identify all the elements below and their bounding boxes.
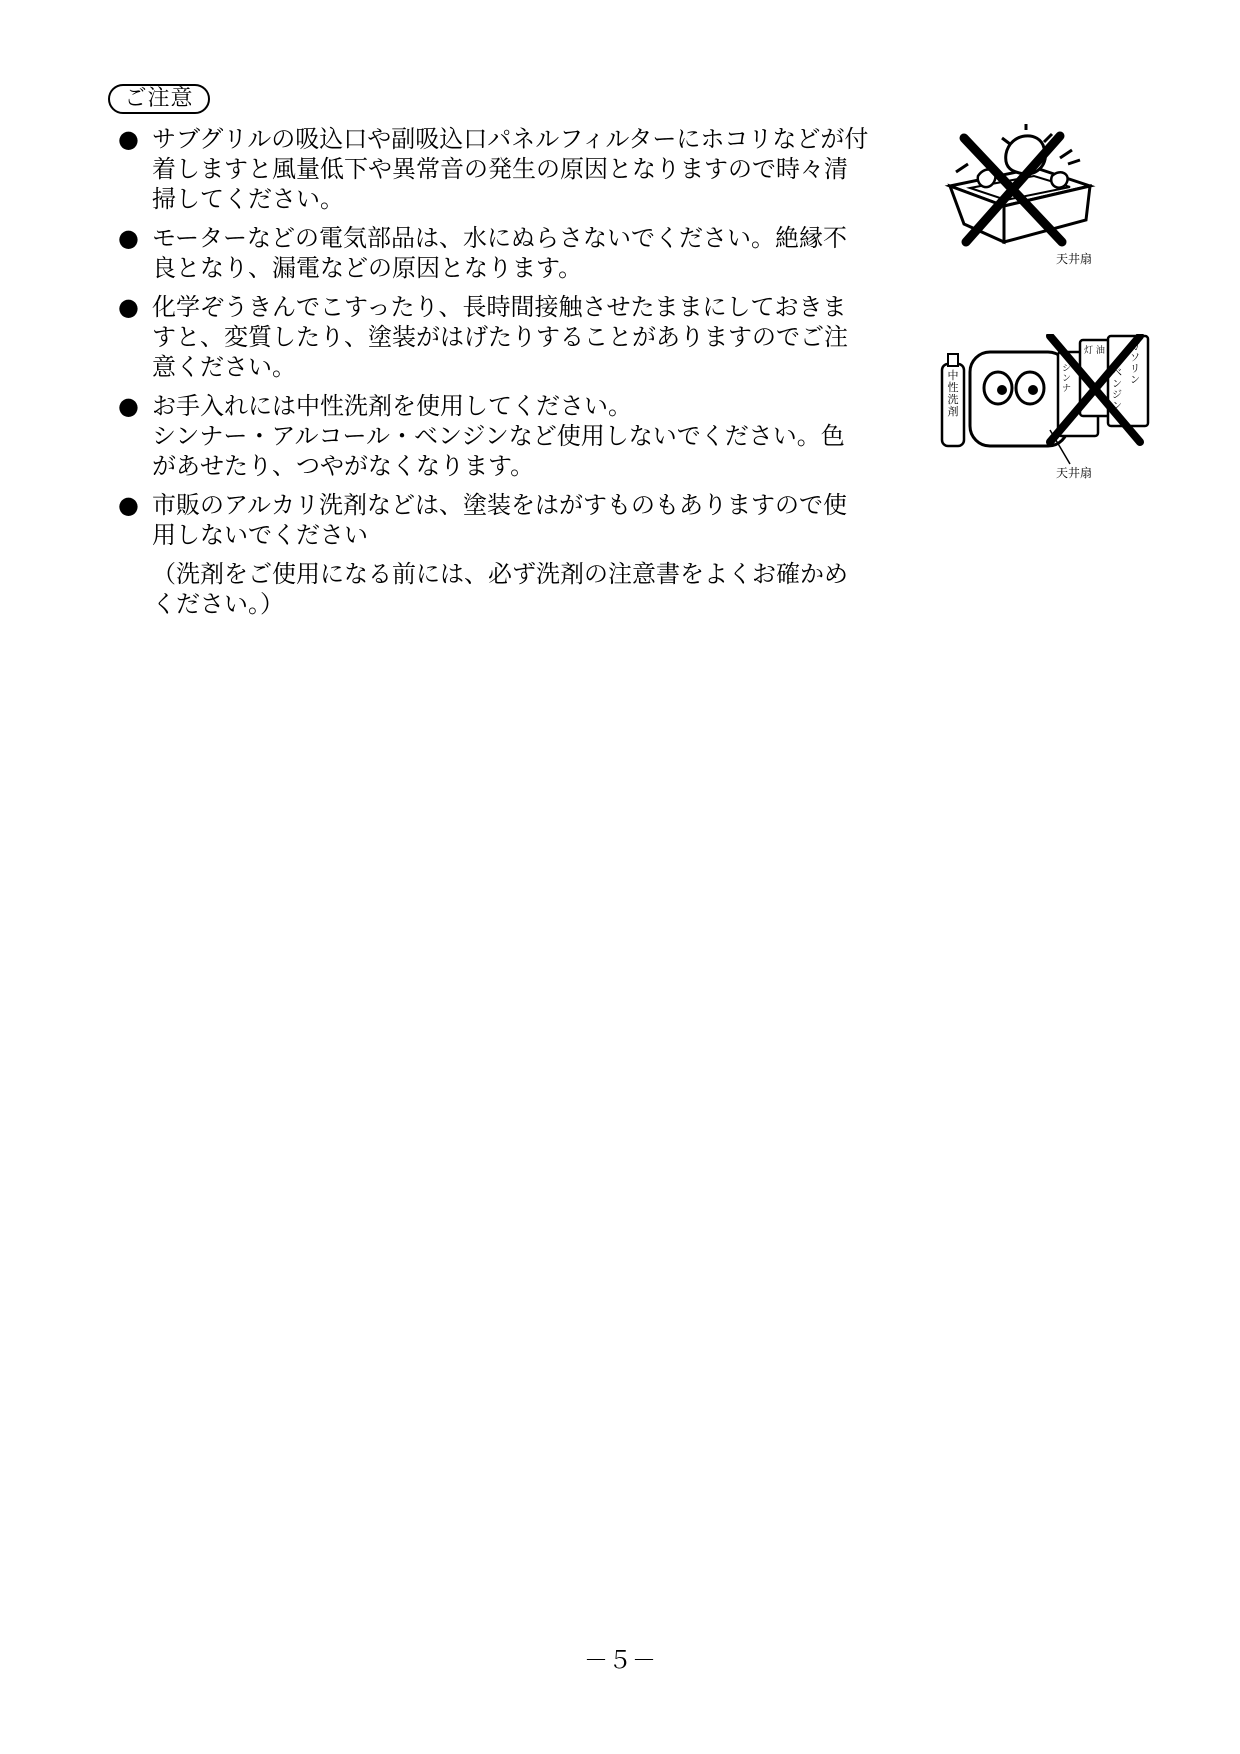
- page-number: －５－: [584, 1646, 656, 1674]
- thinner-label: シ ン ナ: [1062, 364, 1072, 394]
- note-line: サブグリルの吸込口や副吸込口パネルフィルターにホコリなどが付: [152, 125, 869, 153]
- caution-note-1: [118, 124, 938, 214]
- benzine-label: ベ ン ジ ン: [1112, 368, 1122, 412]
- caution-note-5: [118, 490, 938, 550]
- caution-note-3: [118, 292, 938, 382]
- note-line: 着しますと風量低下や異常音の発生の原因となりますので時々清: [152, 155, 848, 183]
- detergent-note: [118, 559, 938, 619]
- bottle-label: 中 性 洗 剤: [947, 369, 959, 418]
- caution-note-4: [118, 391, 938, 481]
- caution-notes: [118, 124, 938, 619]
- note-line: 良となり、漏電などの原因となります。: [152, 254, 583, 282]
- no-water-illustration: [940, 124, 1120, 272]
- no-chemicals-illustration: [932, 334, 1154, 484]
- ceiling-fan-label: 天井扇: [1056, 466, 1093, 480]
- note-line: 用しないでください: [152, 521, 368, 549]
- bullet: ●: [118, 224, 139, 252]
- kerosene-label: 灯 油: [1084, 346, 1105, 356]
- note-line: ください。）: [152, 590, 284, 618]
- bullet: ●: [118, 491, 139, 519]
- note-line: 化学ぞうきんでこすったり、長時間接触させたままにしておきま: [152, 293, 847, 321]
- note-line: （洗剤をご使用になる前には、必ず洗剤の注意書をよくお確かめ: [152, 560, 848, 588]
- bullet: ●: [118, 293, 139, 321]
- bullet: ●: [118, 392, 139, 420]
- gasoline-label: ガ ソ リ ン: [1130, 342, 1140, 386]
- note-line: があせたり、つやがなくなります。: [152, 452, 535, 480]
- caution-note-2: [118, 223, 938, 283]
- note-line: すと、変質したり、塗装がはげたりすることがありますのでご注: [152, 323, 848, 351]
- note-line: 市販のアルカリ洗剤などは、塗装をはがすものもありますので使: [152, 491, 848, 519]
- caution-label: ご注意: [108, 84, 210, 114]
- ceiling-fan-label: 天井扇: [1056, 252, 1093, 266]
- note-line: 掃してください。: [152, 185, 344, 213]
- note-line: 意ください。: [152, 353, 296, 381]
- note-line: モーターなどの電気部品は、水にぬらさないでください。絶縁不: [152, 224, 848, 252]
- ceiling-fan-water-icon: [940, 124, 1120, 272]
- note-line: お手入れには中性洗剤を使用してください。: [152, 392, 632, 420]
- note-line: シンナー・アルコール・ベンジンなど使用しないでください。色: [152, 422, 845, 450]
- bullet: ●: [118, 125, 139, 153]
